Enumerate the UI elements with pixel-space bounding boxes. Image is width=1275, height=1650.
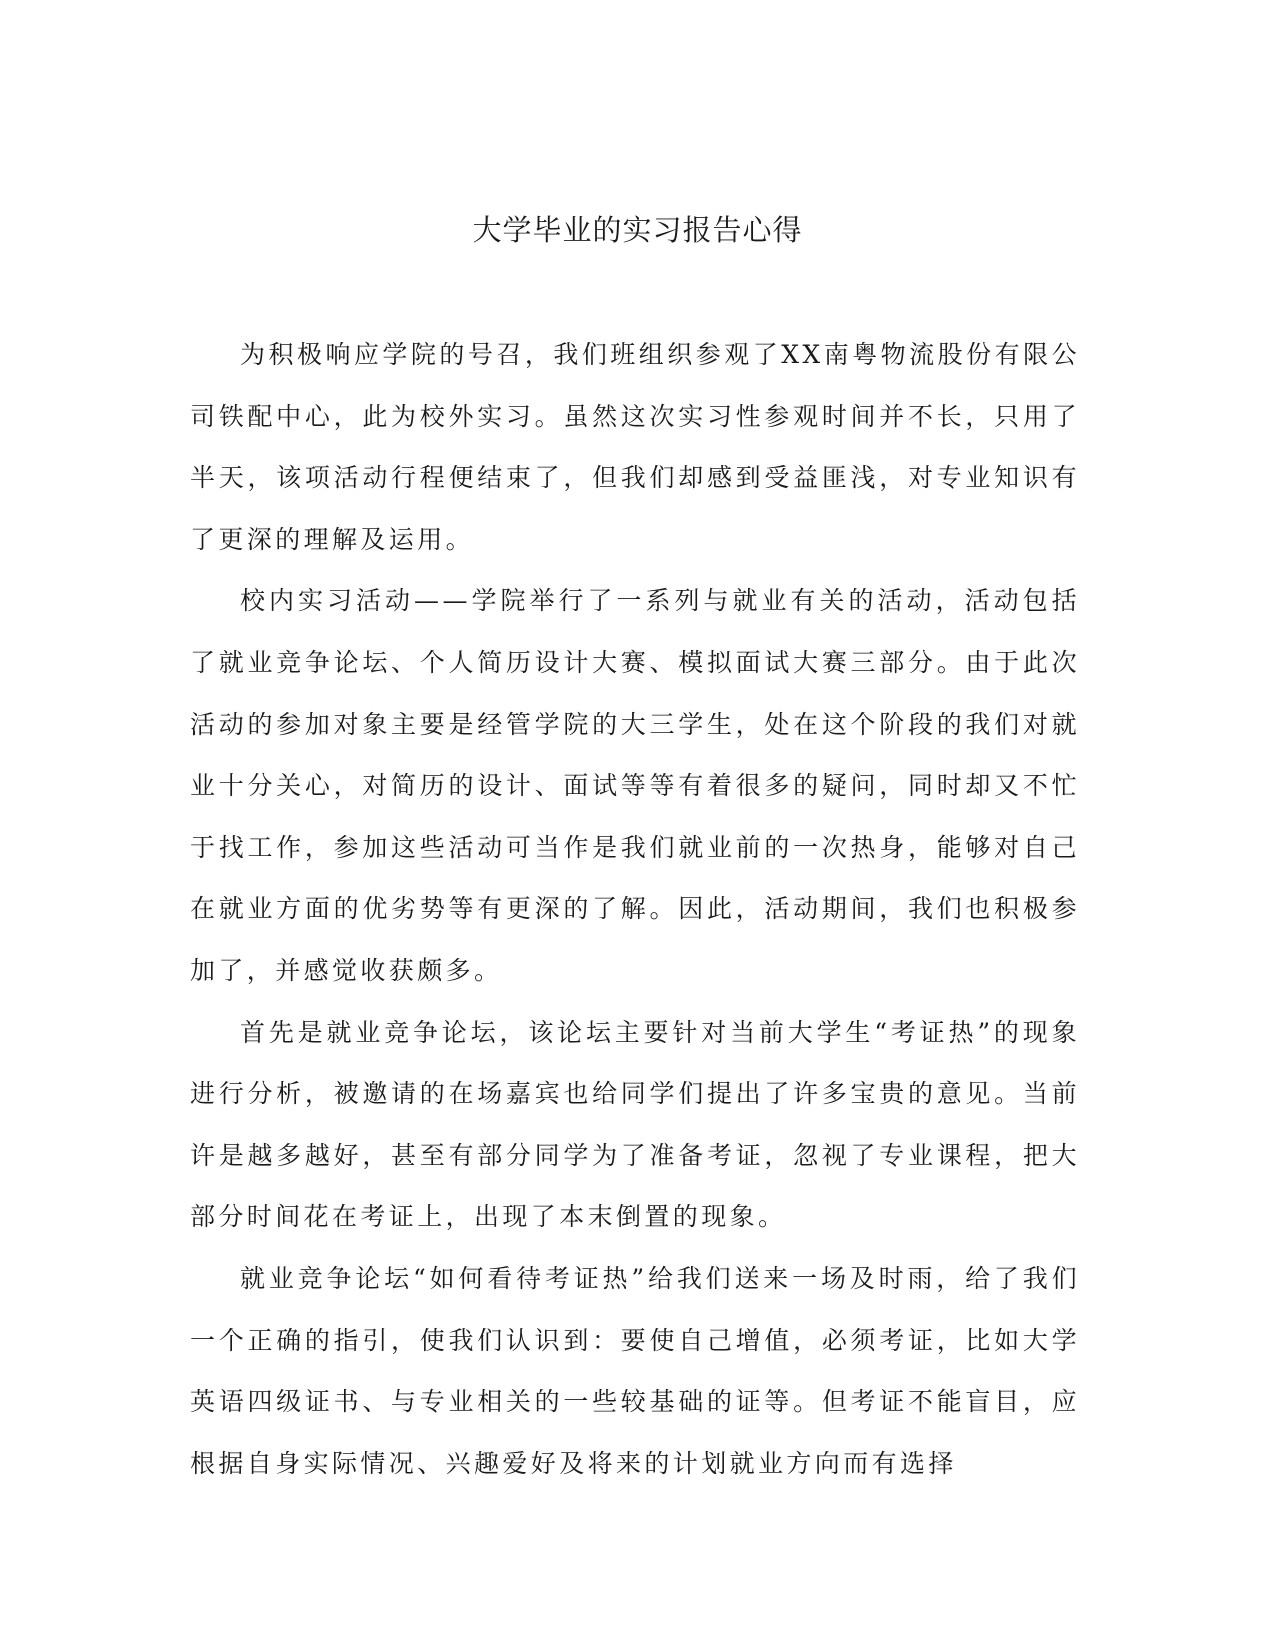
paragraph-2: 校内实习活动——学院举行了一系列与就业有关的活动，活动包括了就业竞争论坛、个人简历设计大赛、模拟面试大赛三部分。由于此次活动的参加对象主要是经管学院的大三学生，处在这个阶段的我们对就业十分关心，对简历的设计、面试等等有着很多的疑问，同时却又不忙于找工作，参加这些活动可当作是我们就业前的一次热身，能够对自己在就业方面的优劣势等有更深的了解。因此，活动期间，我们也积极参加了，并感觉收获颇多。 xyxy=(190,586,1080,985)
paragraph-4: 就业竞争论坛“如何看待考证热”给我们送来一场及时雨，给了我们一个正确的指引，使我们认识到：要使自己增值，必须考证，比如大学英语四级证书、与专业相关的一些较基础的证等。但考证不能盲目，应根据自身实际情况、兴趣爱好及将来的计划就业方向而有选择 xyxy=(190,1263,1080,1478)
document-title: 大学毕业的实习报告心得 xyxy=(472,213,803,247)
paragraph-1: 为积极响应学院的号召，我们班组织参观了XX南粤物流股份有限公司铁配中心，此为校外实习。虽然这次实习性参观时间并不长，只用了半天，该项活动行程便结束了，但我们却感到受益匪浅，对专业知识有了更深的理解及运用。 xyxy=(190,340,1080,554)
paragraph-3: 首先是就业竞争论坛，该论坛主要针对当前大学生“考证热”的现象进行分析，被邀请的在场嘉宾也给同学们提出了许多宝贵的意见。当前许是越多越好，甚至有部分同学为了准备考证，忽视了专业课程，把大部分时间花在考证上，出现了本末倒置的现象。 xyxy=(190,1017,1080,1232)
document-body xyxy=(190,324,1080,1494)
